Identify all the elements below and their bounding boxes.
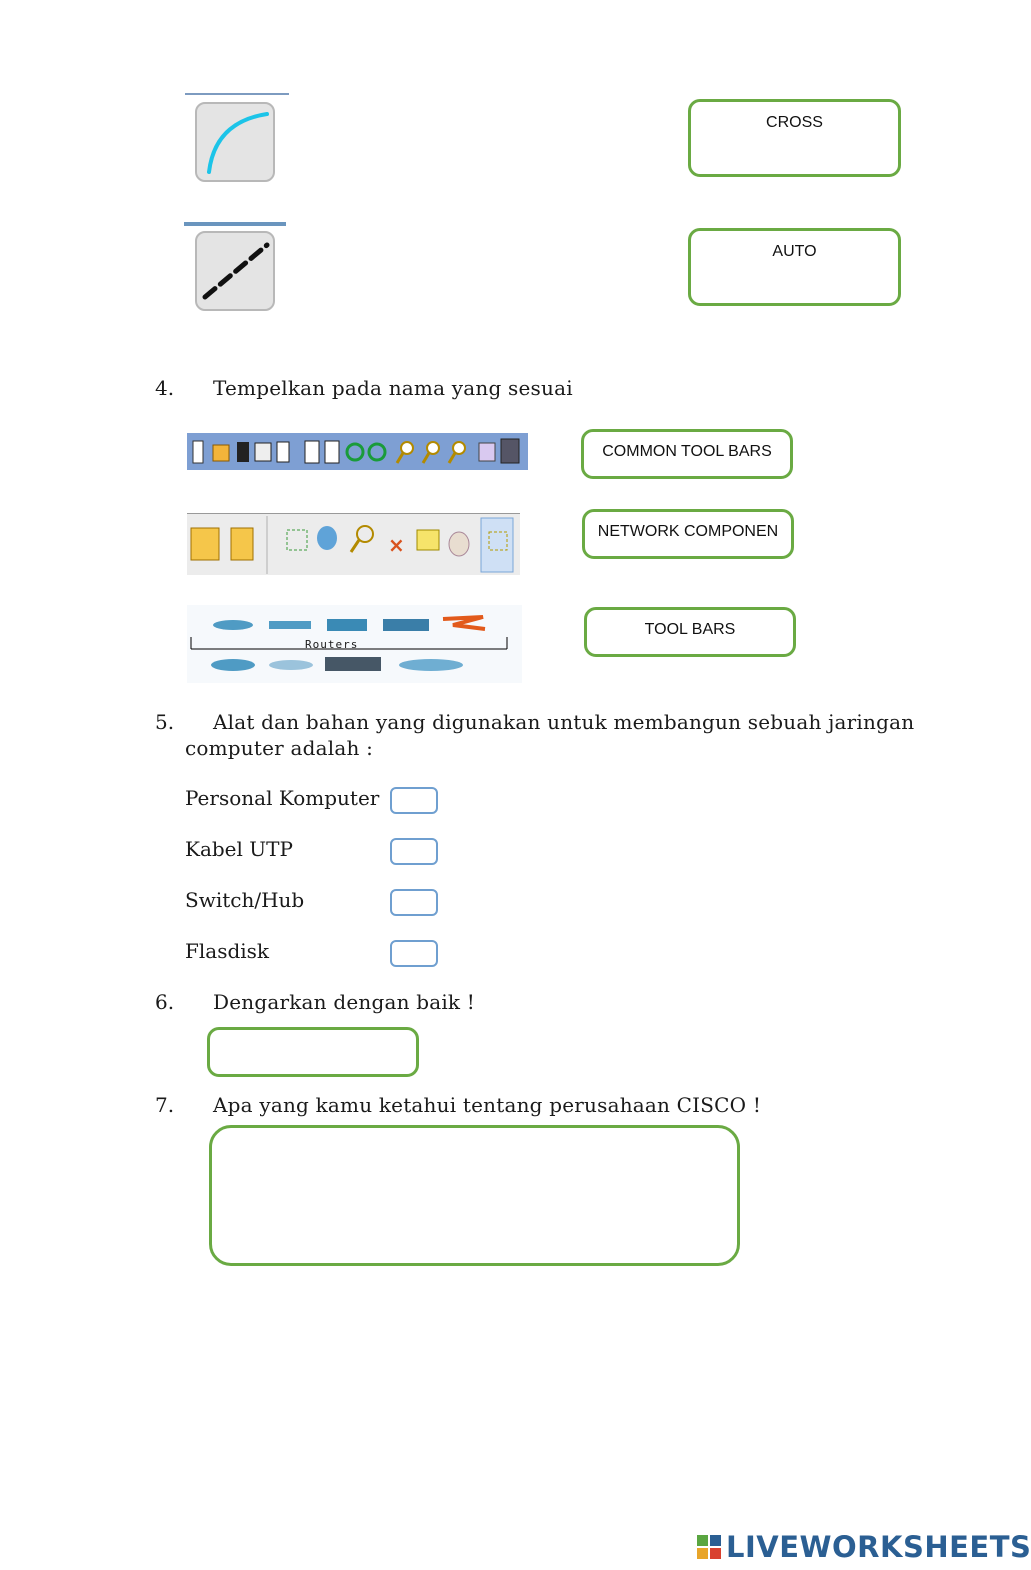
question-number: 4. [155, 376, 175, 400]
crossover-cable-icon [195, 102, 275, 182]
answer-box-auto[interactable] [688, 228, 901, 306]
audio-answer-box[interactable] [207, 1027, 419, 1077]
liveworksheets-logo-icon [697, 1535, 721, 1559]
question-text-line1: Alat dan bahan yang digunakan untuk membangun sebuah jaringan [213, 710, 915, 734]
item-label-kabel-utp: Kabel UTP [185, 837, 293, 861]
item-label-flasdisk: Flasdisk [185, 939, 270, 963]
item-label-personal-komputer: Personal Komputer [185, 786, 380, 810]
answer-box-network-componen[interactable] [582, 509, 794, 559]
checkbox-personal-komputer[interactable] [390, 787, 438, 814]
common-toolbar-image [187, 433, 528, 470]
liveworksheets-logo-text: LIVEWORKSHEETS [726, 1530, 1031, 1564]
question-text: Dengarkan dengan baik ! [213, 990, 476, 1014]
toolbar-icons-icon [191, 516, 513, 574]
question-text: Apa yang kamu ketahui tentang perusahaan CISCO ! [213, 1093, 762, 1117]
checkbox-kabel-utp[interactable] [390, 838, 438, 865]
automatic-cable-icon [195, 231, 275, 311]
answer-label: CROSS [766, 114, 823, 131]
question-text: Tempelkan pada nama yang sesuai [213, 376, 573, 400]
answer-box-common-tool-bars[interactable] [581, 429, 793, 479]
question-number: 5. [155, 710, 175, 734]
question-number: 7. [155, 1093, 175, 1117]
checkbox-flasdisk[interactable] [390, 940, 438, 967]
device-panel-image [187, 605, 522, 683]
question-text-line2: computer adalah : [185, 736, 374, 760]
answer-label: AUTO [772, 243, 817, 260]
answer-label: NETWORK COMPONEN [597, 523, 779, 540]
svg-text:×: × [388, 533, 405, 557]
item-label-switch-hub: Switch/Hub [185, 888, 305, 912]
answer-label: TOOL BARS [644, 621, 736, 638]
checkbox-switch-hub[interactable] [390, 889, 438, 916]
answer-box-tool-bars[interactable] [584, 607, 796, 657]
question-number: 6. [155, 990, 175, 1014]
toolbar-icons-icon [193, 439, 519, 463]
device-panel-label: Routers [305, 638, 359, 651]
answer-label: COMMON TOOL BARS [602, 443, 772, 460]
cable-icon-top-rule [185, 93, 289, 95]
answer-box-cross[interactable] [688, 99, 901, 177]
cable-icon-top-rule-2 [184, 222, 286, 226]
network-toolbar-image [187, 513, 520, 575]
essay-answer-box[interactable] [209, 1125, 740, 1266]
